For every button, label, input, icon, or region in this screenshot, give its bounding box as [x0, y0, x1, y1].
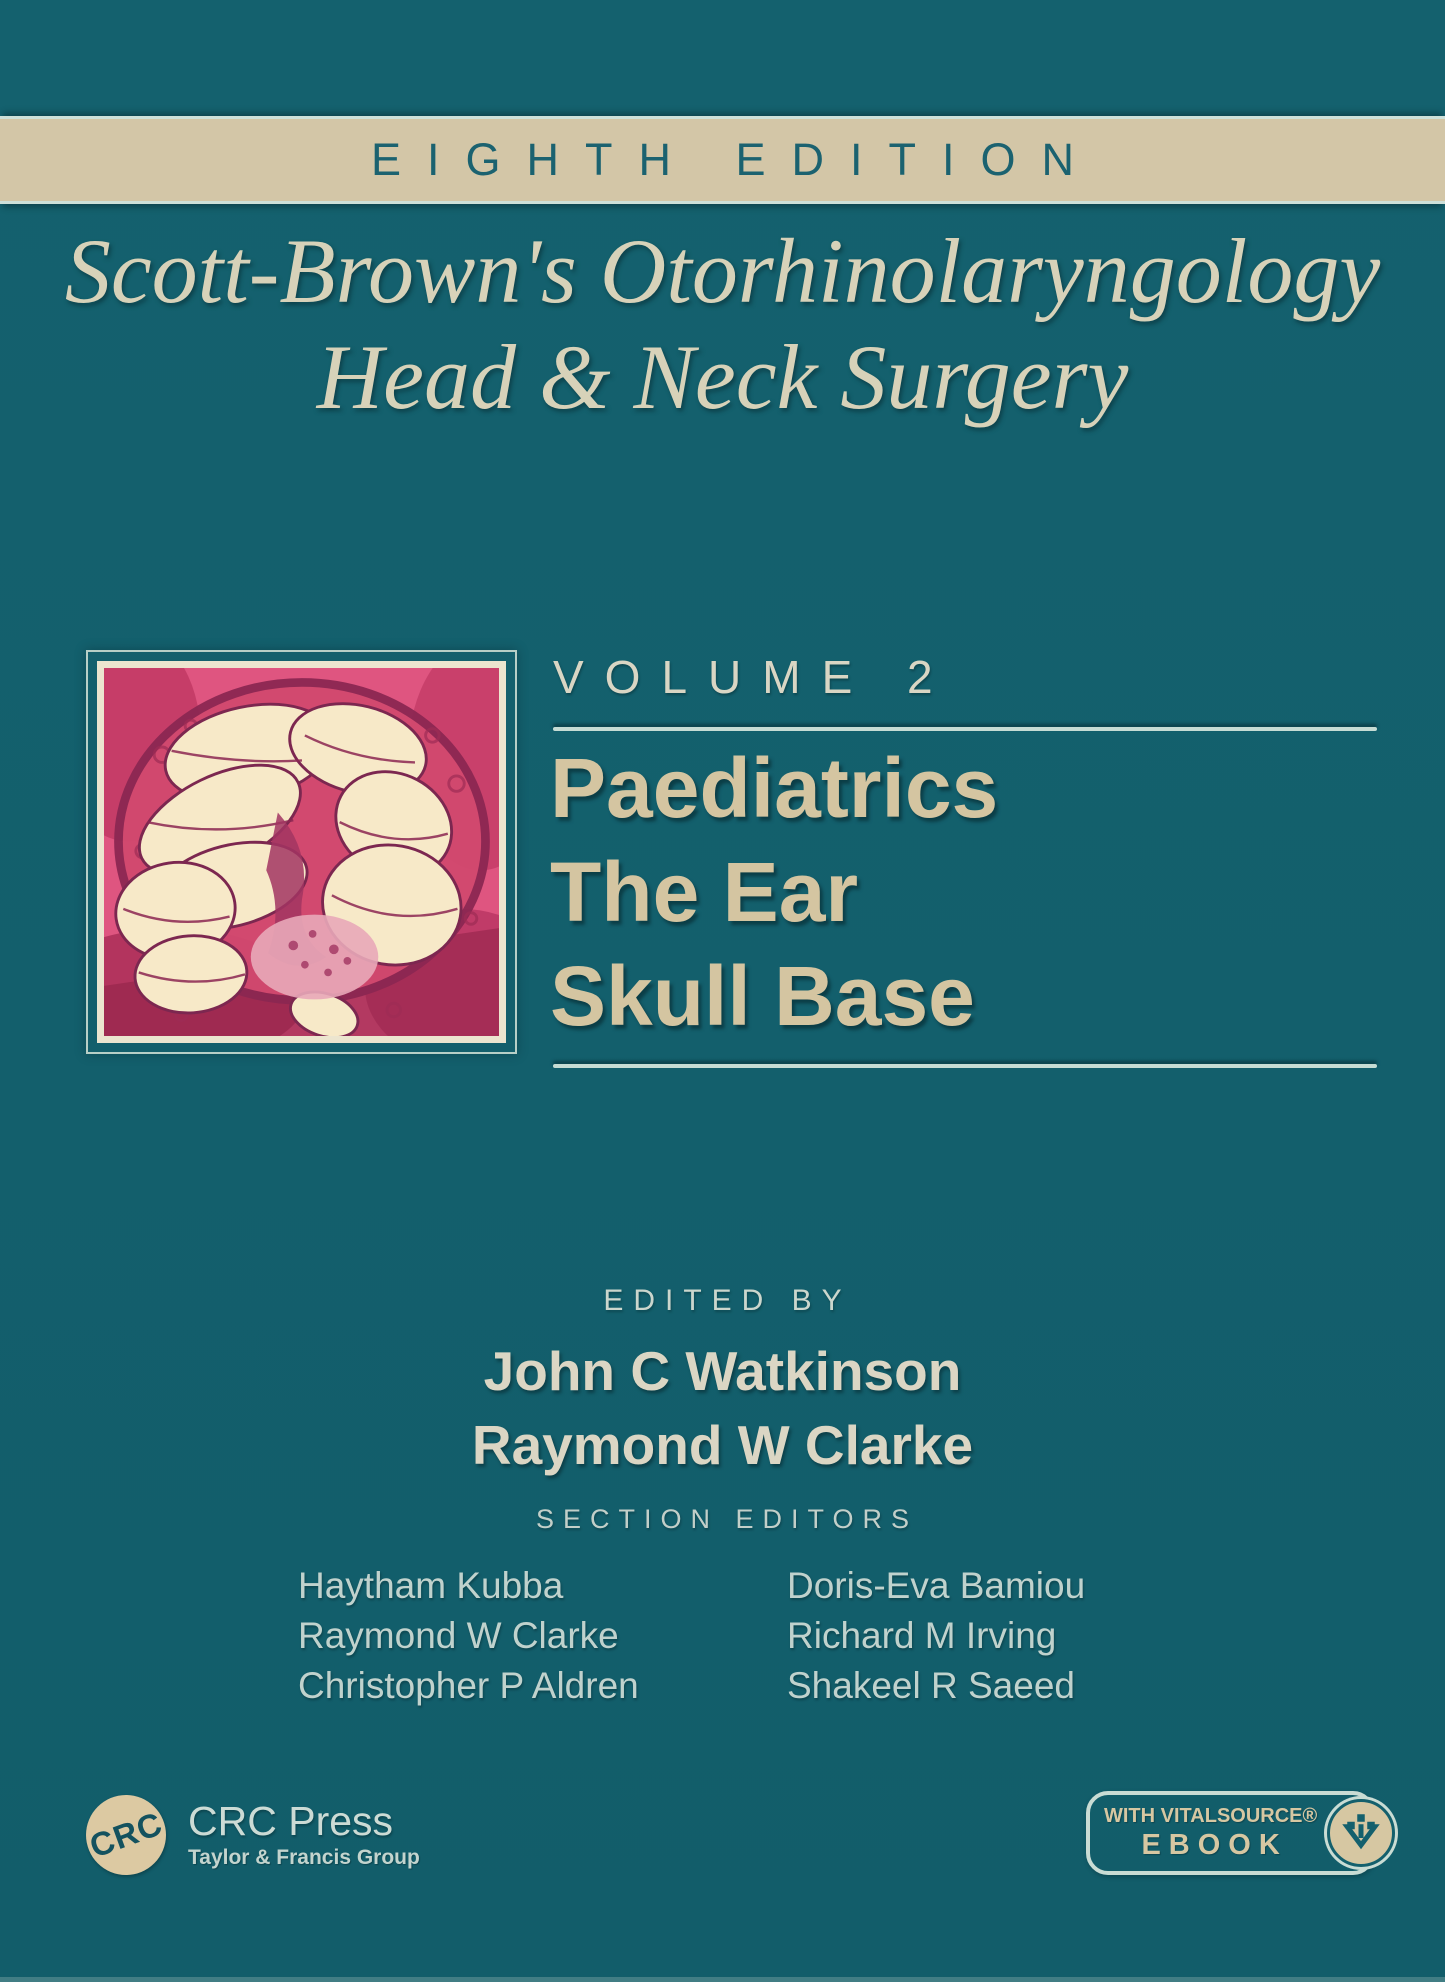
divider-line-top: [553, 727, 1377, 731]
vitalsource-badge-text: [1104, 1805, 1317, 1862]
editor-name: Raymond W Clarke: [471, 1414, 974, 1476]
section-editor-name: Richard M Irving: [787, 1615, 1057, 1656]
vitalsource-logo-icon: [1327, 1799, 1395, 1867]
crc-logo-icon: [86, 1795, 166, 1875]
subtitle-line-paediatrics: Paediatrics: [550, 741, 999, 835]
section-editor-name: Christopher P Aldren: [298, 1665, 639, 1706]
section-editors-label: SECTION EDITORS: [535, 1504, 919, 1534]
vitalsource-badge-line1: WITH VITALSOURCE®: [1104, 1804, 1318, 1827]
title-line-1: Scott-Brown's Otorhinolaryngology: [64, 220, 1381, 322]
crc-logo-initials: CRC: [84, 1804, 168, 1865]
section-editor-name: Shakeel R Saeed: [787, 1665, 1075, 1706]
section-editors-column-2: [787, 1561, 1085, 1711]
book-title: [0, 218, 1445, 430]
subtitle-line-skull-base: Skull Base: [550, 949, 975, 1043]
section-editors-column-1: [298, 1561, 639, 1711]
edited-by-label: EDITED BY: [603, 1284, 852, 1317]
volume-label: VOLUME 2: [553, 651, 954, 703]
publisher-text: [188, 1795, 420, 1870]
title-line-2: Head & Neck Surgery: [316, 326, 1129, 428]
edition-banner: [0, 116, 1445, 204]
section-editor-name: Doris-Eva Bamiou: [787, 1565, 1086, 1606]
divider-line-bottom: [553, 1064, 1377, 1068]
section-editor-name: Raymond W Clarke: [298, 1615, 619, 1656]
vitalsource-ebook-badge: [1086, 1791, 1375, 1875]
subtitle-block: [550, 736, 998, 1048]
subtitle-line-the-ear: The Ear: [550, 845, 859, 939]
cochlea-histology-image: [97, 661, 506, 1043]
edited-by-block: [0, 1284, 1445, 1482]
vitalsource-badge-line2: EBOOK: [1141, 1828, 1288, 1861]
publisher-name: CRC Press: [188, 1798, 394, 1844]
editor-name: John C Watkinson: [483, 1340, 962, 1402]
publisher-logo: [86, 1795, 420, 1875]
section-editor-name: Haytham Kubba: [298, 1565, 564, 1606]
cover-photo-frame: [86, 650, 517, 1054]
publisher-group: Taylor & Francis Group: [188, 1846, 420, 1869]
edition-banner-text: EIGHTH EDITION: [370, 134, 1100, 185]
